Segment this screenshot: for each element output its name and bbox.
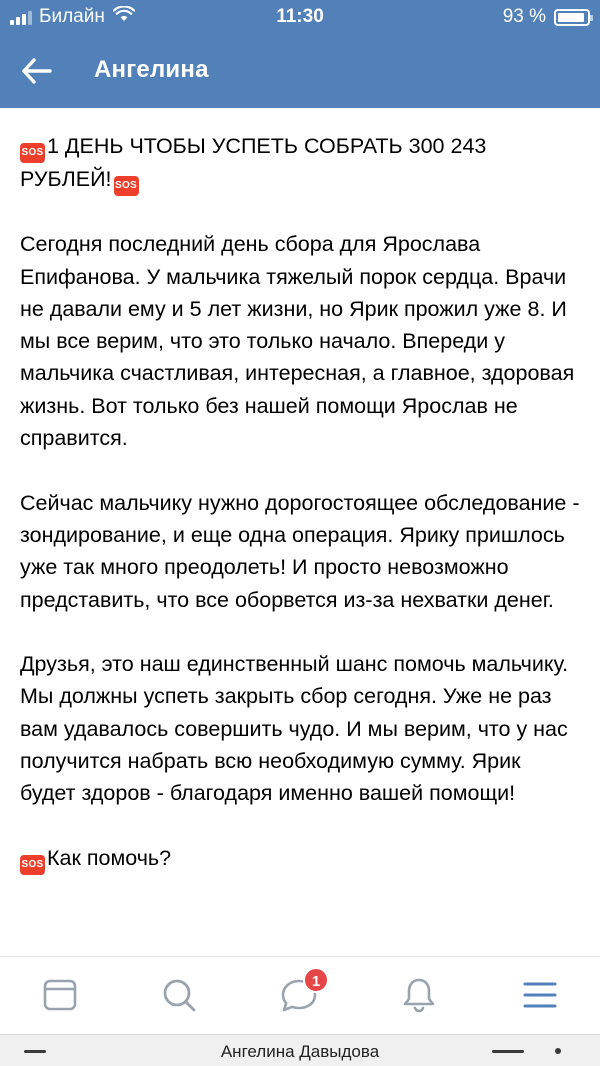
post-paragraph: Друзья, это наш единственный шанс помочь мальчику. Мы должны успеть закрыть сбор сегодня. Уже не раз вам удавалось совершить чудо. И мы верим, что у нас получится набрать всю необходимую сумму. Ярик будет здоров - благодаря именно вашей помощи! bbox=[20, 652, 569, 806]
post-paragraph: Сейчас мальчику нужно дорогостоящее обследование - зондирование, и еще одна операция. Ярику пришлось уже так много преодолеть! И просто невозможно представить, что все оборвется из-за нехватки денег. bbox=[20, 490, 580, 612]
how-to-help bbox=[20, 842, 582, 875]
sos-icon: SOS bbox=[20, 143, 45, 163]
notifications-icon bbox=[399, 975, 439, 1015]
bottom-bar-title: Ангелина Давыдова bbox=[220, 1042, 380, 1061]
headline-text: 1 ДЕНЬ ЧТОБЫ УСПЕТЬ СОБРАТЬ 300 243 РУБЛЕЙ! bbox=[20, 134, 487, 191]
status-time: 11:30 bbox=[276, 6, 324, 27]
nav-header bbox=[0, 34, 600, 108]
tab-bar bbox=[0, 956, 600, 1035]
dot-icon[interactable] bbox=[555, 1048, 561, 1054]
post-headline bbox=[20, 130, 582, 196]
status-right bbox=[503, 6, 590, 28]
messages-badge: 1 bbox=[303, 967, 329, 993]
carrier-name: Билайн bbox=[39, 6, 105, 27]
dash-icon[interactable] bbox=[492, 1050, 524, 1053]
tab-news-feed[interactable] bbox=[40, 975, 80, 1015]
tab-menu[interactable] bbox=[520, 975, 560, 1015]
tab-messages[interactable] bbox=[279, 975, 319, 1015]
post-content bbox=[20, 130, 582, 956]
battery-percent: 93 % bbox=[502, 6, 546, 27]
sos-icon: SOS bbox=[114, 176, 139, 196]
tab-notifications[interactable] bbox=[399, 975, 439, 1015]
back-button[interactable] bbox=[18, 52, 60, 90]
bottom-bar bbox=[0, 1034, 600, 1066]
menu-icon bbox=[520, 975, 560, 1015]
search-icon bbox=[159, 975, 199, 1015]
post-paragraph: Сегодня последний день сбора для Ярослава Епифанова. У мальчика тяжелый порок сердца. Врачи не давали ему и 5 лет жизни, но Ярик прожил уже 8. И мы все верим, что это только начало. Впереди у мальчика счастливая, интересная, а главное, здоровая жизнь. Вот только без нашей помощи Ярослав не справится. bbox=[20, 232, 575, 451]
news-feed-icon bbox=[40, 975, 80, 1015]
battery-icon bbox=[554, 9, 590, 26]
battery-fill bbox=[558, 13, 584, 22]
how-to-help-text: Как помочь? bbox=[47, 845, 172, 870]
page-title: Ангелина bbox=[94, 56, 209, 83]
status-bar bbox=[0, 0, 600, 34]
arrow-left-icon bbox=[18, 52, 60, 90]
sos-icon: SOS bbox=[20, 855, 45, 875]
tab-search[interactable] bbox=[159, 975, 199, 1015]
battery-cap bbox=[590, 15, 593, 21]
